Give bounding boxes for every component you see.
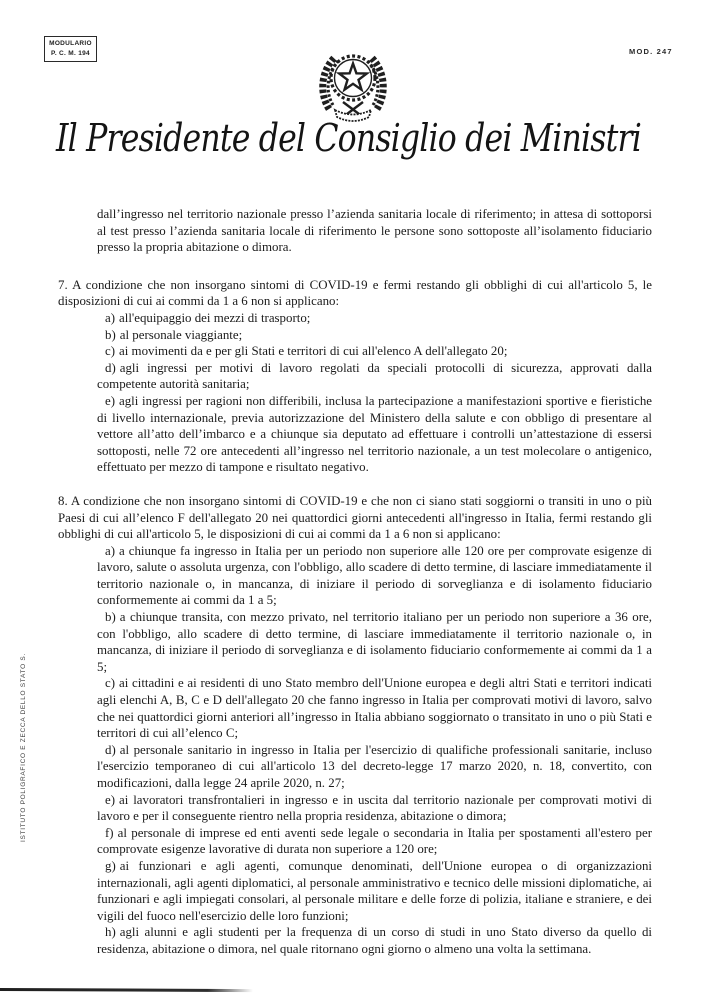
- paragraph-7-intro: 7. A condizione che non insorgano sintomi di COVID-19 e fermi restando gli obblighi di cui all'articolo 5, le disposizioni di cui ai commi da 1 a 6 non si applicano:: [58, 277, 652, 309]
- item-text: al personale viaggiante;: [119, 327, 243, 342]
- scan-artifact-line: [0, 988, 253, 992]
- item-text: al personale di imprese ed enti aventi sede legale o secondaria in Italia per spostamenti all'estero per comprovate esigenze lavorative di durata non superiore a 120 ore;: [97, 825, 652, 857]
- item-label: f): [105, 825, 114, 840]
- paragraph-7-item-d: [97, 360, 652, 393]
- modulario-stamp-box: [44, 36, 97, 62]
- paragraph-7-item-a: [97, 310, 652, 327]
- paragraph-8-item-d: [97, 742, 652, 792]
- item-label: g): [105, 858, 116, 873]
- paragraph-8-item-b: [97, 609, 652, 675]
- modulario-line1: MODULARIO: [49, 39, 92, 47]
- item-label: c): [105, 344, 116, 359]
- printer-imprint-vertical: ISTITUTO POLIGRAFICO E ZECCA DELLO STATO S.: [20, 653, 27, 842]
- item-text: all'equipaggio dei mezzi di trasporto;: [119, 310, 311, 325]
- item-label: b): [105, 610, 116, 625]
- item-label: a): [105, 543, 116, 558]
- item-label: e): [105, 792, 116, 807]
- item-text: ai movimenti da e per gli Stati e territori di cui all'elenco A dell'allegato 20;: [119, 344, 508, 359]
- mod-number-label: MOD. 247: [629, 47, 673, 56]
- item-text: a chiunque transita, con mezzo privato, nel territorio italiano per un periodo non superiore a 36 ore, con l'obbligo, allo scadere di detto termine, di lasciare immediatamente il territorio nazionale o, in mancanza, di iniziare il periodo di sorveglianza e di isolamento fiduciario conformemente ai commi da 1 a 5;: [97, 610, 652, 674]
- item-label: h): [105, 925, 116, 940]
- item-text: al personale sanitario in ingresso in Italia per l'esercizio di qualifiche professionali sanitarie, incluso l'esercizio temporaneo di cui all'articolo 13 del decreto-legge 17 marzo 2020, n. 18, convertito, con modificazioni, dalla legge 24 aprile 2020, n. 27;: [97, 742, 652, 790]
- paragraph-8-item-a: [97, 543, 652, 609]
- item-label: c): [105, 676, 116, 691]
- item-text: agli ingressi per motivi di lavoro regolati da speciali protocolli di sicurezza, approvati dalla competente autorità sanitaria;: [97, 360, 652, 392]
- paragraph-8-item-g: [97, 858, 652, 924]
- paragraph-7-item-b: [97, 327, 652, 344]
- paragraph-8-item-e: [97, 792, 652, 825]
- paragraph-7-item-c: [97, 343, 652, 360]
- paragraph-continuation: dall’ingresso nel territorio nazionale presso l’azienda sanitaria locale di riferimento; in attesa di sottoporsi al test presso l’azienda sanitaria locale di riferimento le persone sono sottoposte all’isolamento fiduciario presso la propria abitazione o dimora.: [97, 207, 652, 255]
- item-label: a): [105, 310, 116, 325]
- item-label: b): [105, 327, 116, 342]
- item-label: d): [105, 742, 116, 757]
- paragraph-7-item-e: [97, 393, 652, 476]
- paragraph-8-item-c: [97, 675, 652, 741]
- item-text: ai funzionari e agli agenti, comunque denominati, dell'Unione europea o di organizzazioni internazionali, agli agenti diplomatici, al personale amministrativo e tecnico delle missioni diplomatiche, ai funzionari e agli impiegati consolari, al personale militare e delle forze di polizia, italiane e straniere, e dei vigili del fuoco nell'esercizio delle loro funzioni;: [97, 858, 652, 923]
- item-text: ai cittadini e ai residenti di uno Stato membro dell'Unione europea e degli altri Stati e territori indicati agli elenchi A, B, C e D dell'allegato 20 che fanno ingresso in Italia per comprovati motivi di lavoro, salvo che nei quattordici giorni anteriori all’ingresso in Italia abbiano soggiornato o transitato in uno o più Stati e territori di cui all’elenco C;: [97, 676, 652, 741]
- item-text: agli ingressi per ragioni non differibili, inclusa la partecipazione a manifestazioni sportive e fieristiche di livello internazionale, previa autorizzazione del Ministero della salute e con obbligo di presentare al vettore all’atto dell’imbarco e a chiunque sia deputato ad effettuare i controlli un’attestazione di essersi sottoposti, nelle 72 ore antecedenti all’ingresso nel territorio nazionale, a un test molecolare o antigenico, effettuato per mezzo di tampone e risultato negativo.: [97, 393, 652, 475]
- paragraph-8-item-h: [97, 924, 652, 957]
- item-label: d): [105, 360, 116, 375]
- paragraph-8-intro: 8. A condizione che non insorgano sintomi di COVID-19 e che non ci siano stati soggiorni o transiti in uno o più Paesi di cui all’elenco F dell'allegato 20 nei quattordici giorni antecedenti all'ingresso in Italia, fermi restando gli obblighi di cui all'articolo 5, le disposizioni di cui ai commi da 1 a 6 non si applicano:: [58, 493, 652, 542]
- item-text: ai lavoratori transfrontalieri in ingresso e in uscita dal territorio nazionale per comprovati motivi di lavoro e per il conseguente rientro nella propria residenza, abitazione o dimora;: [97, 792, 652, 824]
- item-label: e): [105, 393, 116, 408]
- item-text: agli alunni e agli studenti per la frequenza di un corso di studi in uno Stato diverso da quello di residenza, abitazione o dimora, nel quale ritornano ogni giorno o almeno una volta la settimana.: [97, 925, 652, 956]
- paragraph-8-item-f: [97, 825, 652, 858]
- document-body: [0, 206, 707, 958]
- page-title-script: Il Presidente del Consiglio dei Ministri: [56, 116, 641, 160]
- modulario-line2: P. C. M. 194: [51, 50, 90, 57]
- item-text: a chiunque fa ingresso in Italia per un periodo non superiore alle 120 ore per comprovate esigenze di lavoro, salute o assoluta urgenza, con l'obbligo, allo scadere di detto termine, di lasciare immediatamente il territorio nazionale o, in mancanza, di iniziare il periodo di sorveglianza e di isolamento fiduciario conformemente ai commi da 1 a 5;: [97, 543, 652, 608]
